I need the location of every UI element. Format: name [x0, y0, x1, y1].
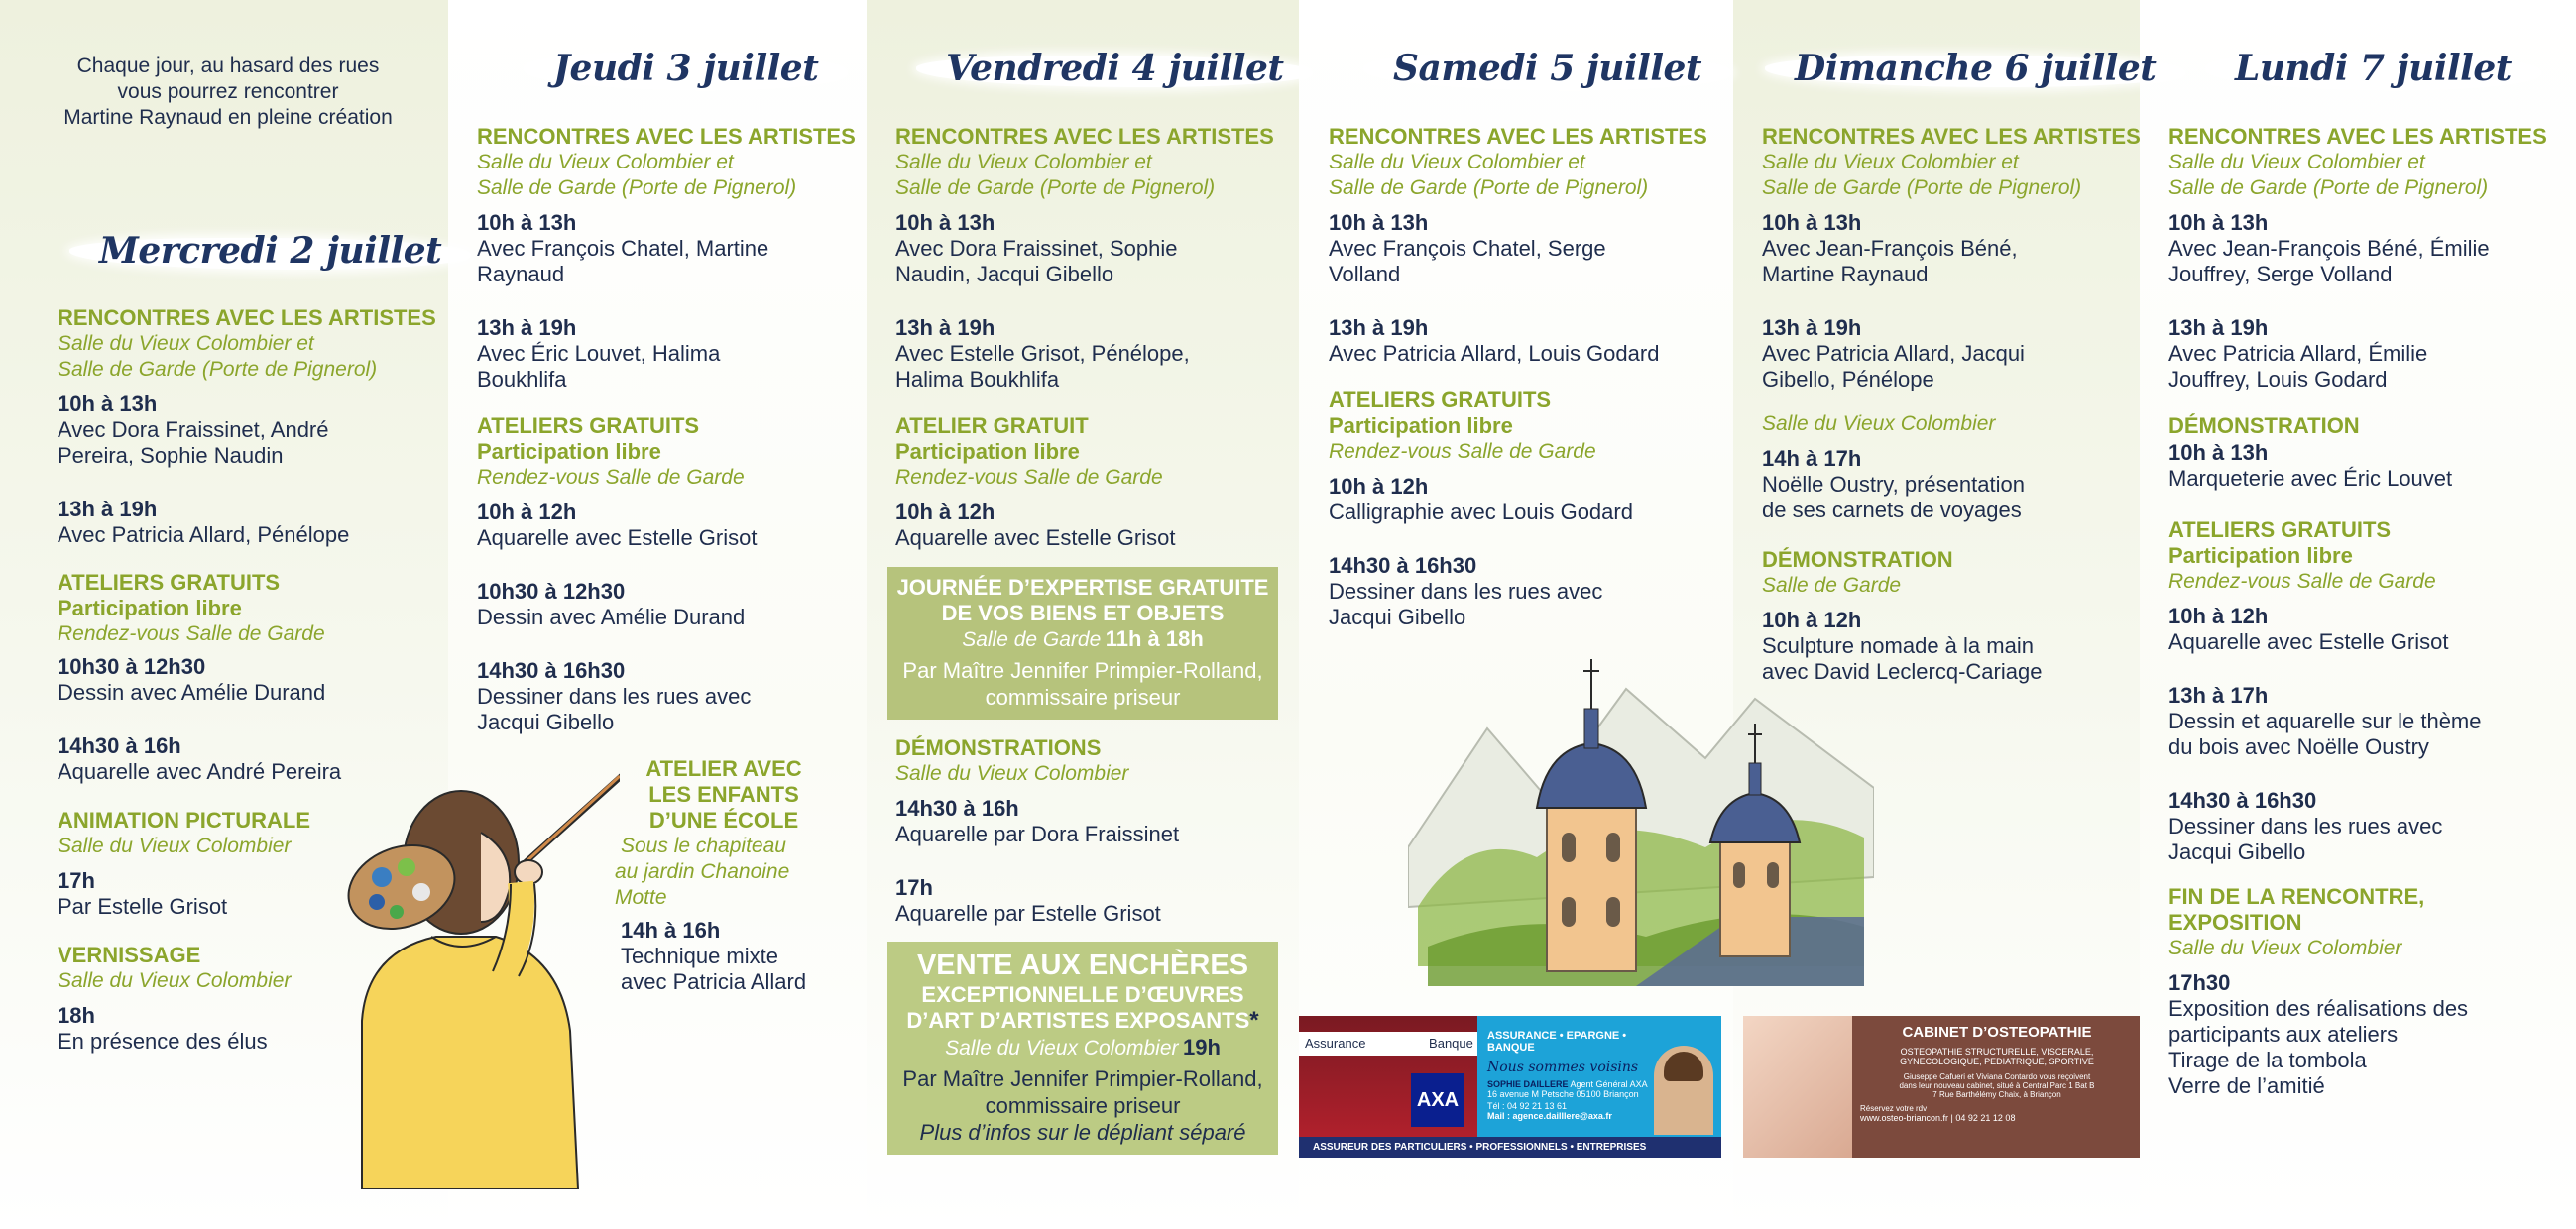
sat-ateliers: ATELIERS GRATUITS Participation libre Rendez-vous Salle de Garde 10h à 12h Calligraphie avec Louis Godard 14h30 à 16h30 Dessiner dans les rues avec Jacqui Gibello [1329, 388, 1633, 629]
day-title-thursday: Jeudi 3 juillet [553, 48, 819, 89]
axa-text: ASSURANCE • EPARGNE • BANQUE Nous sommes voisins SOPHIE DAILLERE Agent Général AXA 16 avenue M Petsche 05100 Briançon Tél : 04 92 21 13 61 Mail : agence.dailllere@axa.fr [1487, 1030, 1648, 1121]
sat-rencontres: RENCONTRES AVEC LES ARTISTES Salle du Vieux Colombier et Salle de Garde (Porte de Pignerol) 10h à 13h Avec François Chatel, Serge Volland 13h à 19h Avec Patricia Allard, Louis Godard [1329, 124, 1707, 366]
mon-fin: FIN DE LA RENCONTRE, EXPOSITION Salle du Vieux Colombier 17h30 Exposition des réalisations des participants aux ateliers Tirage de la tombola Verre de l’amitié [2168, 884, 2469, 1098]
day-title-friday: Vendredi 4 juillet [946, 48, 1284, 89]
fri-atelier: ATELIER GRATUIT Participation libre Rendez-vous Salle de Garde 10h à 12h Aquarelle avec Estelle Grisot [895, 413, 1176, 550]
osteo-ad[interactable] [1743, 1016, 2140, 1158]
wed-vernissage: VERNISSAGE Salle du Vieux Colombier 18h En présence des élus [58, 943, 292, 1054]
osteo-photo [1743, 1016, 1852, 1158]
axa-shop-sign: Assurance Banque [1299, 1032, 1477, 1056]
axa-footer: ASSUREUR DES PARTICULIERS • PROFESSIONNELS • ENTREPRISES [1299, 1137, 1721, 1158]
fri-demonstrations: DÉMONSTRATIONS Salle du Vieux Colombier 14h30 à 16h Aquarelle par Dora Fraissinet 17h Aquarelle par Estelle Grisot [895, 735, 1180, 926]
wed-rencontres: RENCONTRES AVEC LES ARTISTES Salle du Vieux Colombier et Salle de Garde (Porte de Pignerol) 10h à 13h Avec Dora Fraissinet, André Pereira, Sophie Naudin 13h à 19h Avec Patricia Allard, Pénélope [58, 305, 436, 547]
day-title-wednesday: Mercredi 2 juillet [99, 230, 442, 272]
mon-rencontres: RENCONTRES AVEC LES ARTISTES Salle du Vieux Colombier et Salle de Garde (Porte de Pignerol) 10h à 13h Avec Jean-François Béné, Émilie Jouffrey, Serge Volland 13h à 19h Avec Patricia Allard, Émilie Jouffrey, Louis Godard [2168, 124, 2547, 391]
thu-kids-atelier: ATELIER AVEC LES ENFANTS D’UNE ÉCOLE Sous le chapiteau au jardin Chanoine Motte 14h à 16h Technique mixte avec Patricia Allard [615, 756, 807, 994]
osteo-text: CABINET D’OSTEOPATHIE OSTEOPATHIE STRUCTURELLE, VISCERALE, GYNECOLOGIQUE, PEDIATRIQUE, SPORTIVE Giuseppe Cafueri et Viviana Contardo vous reçoivent dans leur nouveau cabinet, situé à Central Parc 1 Bat B 7 Rue Barthélémy Chaix, à Briançon Réservez votre rdv www.osteo-briancon.fr | 04 92 21 12 08 [1860, 1024, 2095, 1123]
day-title-sunday: Dimanche 6 juillet [1795, 48, 2157, 89]
axa-logo: AXA [1411, 1073, 1464, 1127]
intro-text: Chaque jour, au hasard des rues vous pourrez rencontrer Martine Raynaud en pleine création [63, 55, 393, 129]
axa-ad[interactable] [1299, 1016, 1721, 1158]
sun-rencontres: RENCONTRES AVEC LES ARTISTES Salle du Vieux Colombier et Salle de Garde (Porte de Pignerol) 10h à 13h Avec Jean-François Béné, Martine Raynaud 13h à 19h Avec Patricia Allard, Jacqui Gibello, Pénélope [1762, 124, 2141, 391]
wed-animation: ANIMATION PICTURALE Salle du Vieux Colombier 17h Par Estelle Grisot [58, 808, 311, 919]
church-illustration [1408, 649, 1874, 996]
painter-illustration [322, 773, 620, 1189]
fri-expertise-box: JOURNÉE D’EXPERTISE GRATUITE DE VOS BIENS ET OBJETS Salle de Garde 11h à 18h Par Maître Jennifer Primpier-Rolland, commissaire priseur [887, 567, 1278, 720]
sun-vieux: Salle du Vieux Colombier 14h à 17h Noëlle Oustry, présentation de ses carnets de voyages [1762, 412, 2025, 522]
thu-ateliers: ATELIERS GRATUITS Participation libre Rendez-vous Salle de Garde 10h à 12h Aquarelle avec Estelle Grisot 10h30 à 12h30 Dessin avec Amélie Durand 14h30 à 16h30 Dessiner dans les rues avec Jacqui Gibello [477, 413, 758, 734]
day-title-monday: Lundi 7 juillet [2235, 48, 2512, 89]
thu-rencontres: RENCONTRES AVEC LES ARTISTES Salle du Vieux Colombier et Salle de Garde (Porte de Pignerol) 10h à 13h Avec François Chatel, Martine Raynaud 13h à 19h Avec Éric Louvet, Halima Boukhlifa [477, 124, 856, 391]
mon-demonstration: DÉMONSTRATION 10h à 13h Marqueterie avec Éric Louvet [2168, 413, 2453, 491]
day-title-saturday: Samedi 5 juillet [1393, 48, 1702, 89]
axa-portrait [1654, 1046, 1713, 1135]
wed-ateliers: ATELIERS GRATUITS Participation libre Rendez-vous Salle de Garde 10h30 à 12h30 Dessin avec Amélie Durand 14h30 à 16h Aquarelle avec André Pereira [58, 570, 342, 784]
fri-rencontres: RENCONTRES AVEC LES ARTISTES Salle du Vieux Colombier et Salle de Garde (Porte de Pignerol) 10h à 13h Avec Dora Fraissinet, Sophie Naudin, Jacqui Gibello 13h à 19h Avec Estelle Grisot, Pénélope, Halima Boukhlifa [895, 124, 1274, 391]
fri-vente-box: VENTE AUX ENCHÈRES EXCEPTIONNELLE D’ŒUVRES D’ART D’ARTISTES EXPOSANTS* Salle du Vieux Colombier 19h Par Maître Jennifer Primpier-Rolland, commissaire priseur Plus d’infos sur le dépliant séparé [887, 942, 1278, 1155]
sun-demonstration: DÉMONSTRATION Salle de Garde 10h à 12h Sculpture nomade à la main avec David Leclercq-Cariage [1762, 547, 2043, 684]
mon-ateliers: ATELIERS GRATUITS Participation libre Rendez-vous Salle de Garde 10h à 12h Aquarelle avec Estelle Grisot 13h à 17h Dessin et aquarelle sur le thème du bois avec Noëlle Oustry 14h30 à 16h30 Dessiner dans les rues avec Jacqui Gibello [2168, 517, 2482, 864]
